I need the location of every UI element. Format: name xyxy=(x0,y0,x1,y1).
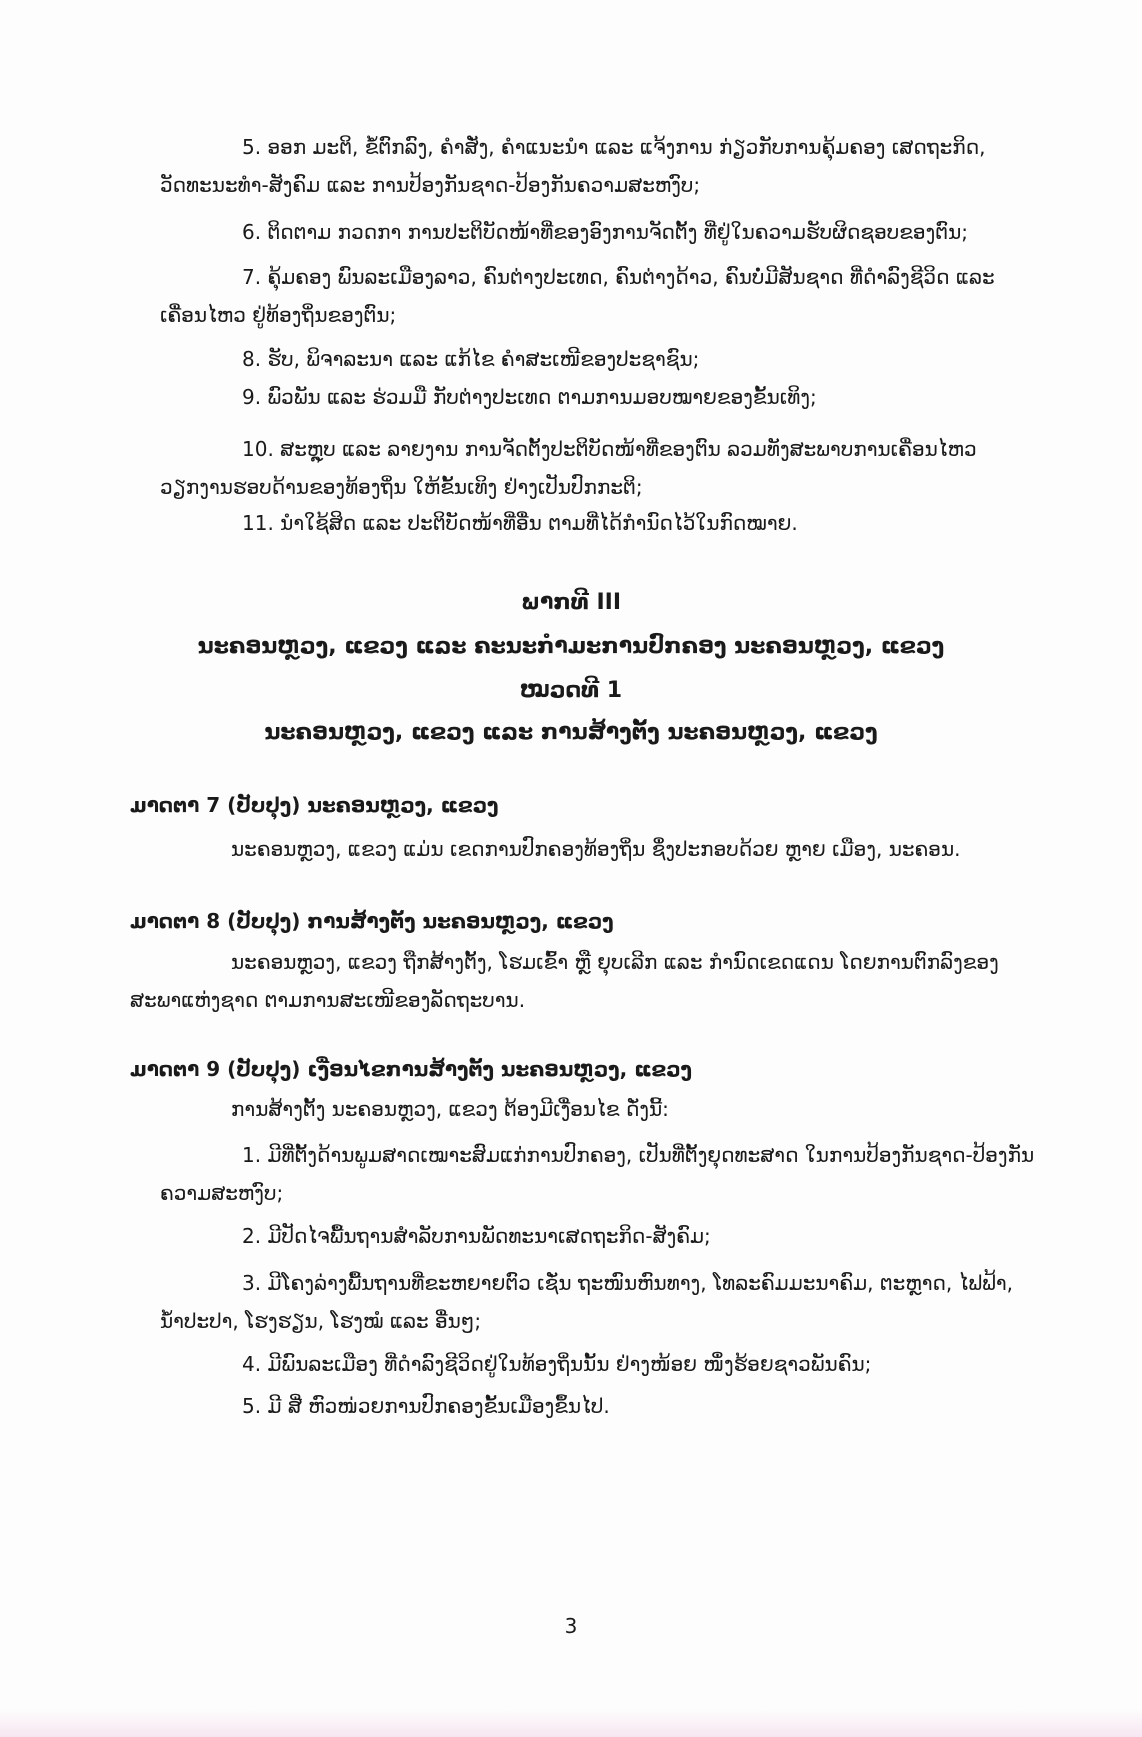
article-9-item-4: 4. ມີພົນລະເມືອງ ທີ່ດຳລົງຊີວິດຢູ່ໃນທ້ອງຖິ່ນນັ້ນ ຢ່າງໜ້ອຍ ໜຶ່ງຮ້ອຍຊາວພັນຄົນ; xyxy=(242,1352,872,1376)
article-7-heading: ມາດຕາ 7 (ປັບປຸງ) ນະຄອນຫຼວງ, ແຂວງ xyxy=(130,793,499,817)
article-9-item-5: 5. ມີ ສີ່ ຫົວໜ່ວຍການປົກຄອງຂັ້ນເມືອງຂຶ້ນໄປ. xyxy=(242,1394,610,1418)
list-item-7: 7. ຄຸ້ມຄອງ ພົນລະເມືອງລາວ, ຄົນຕ່າງປະເທດ, ຄົນຕ່າງດ້າວ, ຄົນບໍ່ມີສັນຊາດ ທີ່ດຳລົງຊີວິດ ແລະ ເຄື່ອນໄຫວ ຢູ່ທ້ອງຖິ່ນຂອງຕົນ; xyxy=(160,265,995,327)
article-9-item-3: 3. ມີໂຄງລ່າງພື້ນຖານທີ່ຂະຫຍາຍຕົວ ເຊັ່ນ ຖະໜົນຫົນທາງ, ໂທລະຄົມມະນາຄົມ, ຕະຫຼາດ, ໄຟຟ້າ, ນ້ຳປະປາ, ໂຮງຮຽນ, ໂຮງໝໍ ແລະ ອື່ນໆ; xyxy=(160,1271,1014,1333)
article-9-item-1: 1. ມີທີ່ຕັ້ງດ້ານພູມສາດເໝາະສົມແກ່ການປົກຄອງ, ເປັນທີ່ຕັ້ງຍຸດທະສາດ ໃນການປ້ອງກັນຊາດ-ປ້ອງກັນ ຄວາມສະຫງົບ; xyxy=(160,1143,1035,1205)
part-label: ພາກທີ III xyxy=(520,590,622,615)
article-8-body: ນະຄອນຫຼວງ, ແຂວງ ຖືກສ້າງຕັ້ງ, ໂຮມເຂົ້າ ຫຼື ຍຸບເລີກ ແລະ ກຳນົດເຂດແດນ ໂດຍການຕົກລົງຂອງ ສະພາແຫ່ງຊາດ ຕາມການສະເໜີຂອງລັດຖະບານ. xyxy=(130,950,999,1012)
article-8-heading: ມາດຕາ 8 (ປັບປຸງ) ການສ້າງຕັ້ງ ນະຄອນຫຼວງ, ແຂວງ xyxy=(130,909,614,933)
page-number: 3 xyxy=(564,1614,578,1638)
chapter-label: ໝວດທີ 1 xyxy=(519,678,623,703)
list-item-8: 8. ຮັບ, ພິຈາລະນາ ແລະ ແກ້ໄຂ ຄຳສະເໜີຂອງປະຊາຊົນ; xyxy=(242,347,700,371)
list-item-6: 6. ຕິດຕາມ ກວດກາ ການປະຕິບັດໜ້າທີ່ຂອງອົງການຈັດຕັ້ງ ທີ່ຢູ່ໃນຄວາມຮັບຜິດຊອບຂອງຕົນ; xyxy=(242,220,968,244)
article-9-intro: ການສ້າງຕັ້ງ ນະຄອນຫຼວງ, ແຂວງ ຕ້ອງມີເງື່ອນໄຂ ດັ່ງນີ້: xyxy=(231,1097,669,1121)
list-item-10: 10. ສະຫຼຸບ ແລະ ລາຍງານ ການຈັດຕັ້ງປະຕິບັດໜ້າທີ່ຂອງຕົນ ລວມທັງສະພາບການເຄື່ອນໄຫວ ວຽກງານຮອບດ້ານຂອງທ້ອງຖິ່ນ ໃຫ້ຂັ້ນເທິງ ຢ່າງເປັນປົກກະຕິ; xyxy=(160,437,977,499)
article-9-heading: ມາດຕາ 9 (ປັບປຸງ) ເງື່ອນໄຂການສ້າງຕັ້ງ ນະຄອນຫຼວງ, ແຂວງ xyxy=(130,1057,693,1081)
scan-edge-tint xyxy=(0,1709,1142,1737)
article-9-item-2: 2. ມີປັດໄຈພື້ນຖານສຳລັບການພັດທະນາເສດຖະກິດ-ສັງຄົມ; xyxy=(242,1224,711,1248)
article-7-body: ນະຄອນຫຼວງ, ແຂວງ ແມ່ນ ເຂດການປົກຄອງທ້ອງຖິ່ນ ຊຶ່ງປະກອບດ້ວຍ ຫຼາຍ ເມືອງ, ນະຄອນ. xyxy=(231,837,961,861)
part-title: ນະຄອນຫຼວງ, ແຂວງ ແລະ ຄະນະກຳມະການປົກຄອງ ນະຄອນຫຼວງ, ແຂວງ xyxy=(197,634,945,659)
list-item-5: 5. ອອກ ມະຕິ, ຂໍ້ຕົກລົງ, ຄຳສັ່ງ, ຄຳແນະນຳ ແລະ ແຈ້ງການ ກ່ຽວກັບການຄຸ້ມຄອງ ເສດຖະກິດ, ວັດທະນະທຳ-ສັງຄົມ ແລະ ການປ້ອງກັນຊາດ-ປ້ອງກັນຄວາມສະຫງົບ; xyxy=(160,135,986,197)
list-item-9: 9. ພົວພັນ ແລະ ຮ່ວມມື ກັບຕ່າງປະເທດ ຕາມການມອບໝາຍຂອງຂັ້ນເທິງ; xyxy=(242,385,817,409)
chapter-title: ນະຄອນຫຼວງ, ແຂວງ ແລະ ການສ້າງຕັ້ງ ນະຄອນຫຼວງ, ແຂວງ xyxy=(264,720,878,745)
list-item-11: 11. ນຳໃຊ້ສິດ ແລະ ປະຕິບັດໜ້າທີ່ອື່ນ ຕາມທີ່ໄດ້ກຳນົດໄວ້ໃນກົດໝາຍ. xyxy=(242,511,798,535)
